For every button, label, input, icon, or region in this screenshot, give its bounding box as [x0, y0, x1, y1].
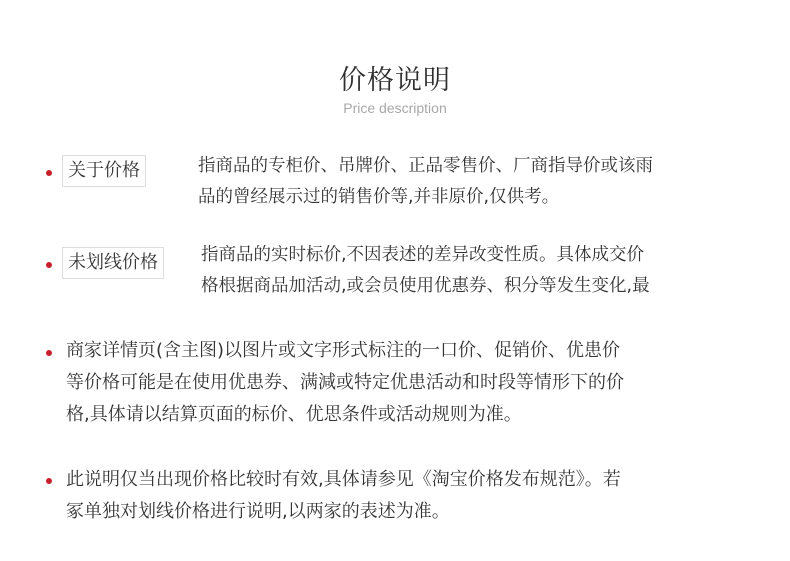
bullet-dot [46, 478, 52, 484]
paragraph-detail-page-price [66, 335, 624, 431]
description-unlined-price [201, 240, 650, 302]
tag-unlined-price: 未划线价格 [62, 247, 164, 279]
paragraph-line: 格,具体请以结算页面的标价、优思条件或活动规则为准。 [66, 404, 522, 425]
description-line: 格根据商品加活动,或会员使用优惠券、积分等发生变化,最 [201, 276, 650, 296]
tag-about-price: 关于价格 [62, 155, 146, 187]
bullet-dot [46, 170, 52, 176]
paragraph-line: 等价格可能是在使用优患券、满減或特定优患活动和时段等情形下的价 [66, 372, 624, 393]
bullet-dot [46, 350, 52, 356]
description-line: 品的曾经展示过的销售价等,并非原价,仅供考。 [198, 187, 560, 207]
description-line: 指商品的实时标价,不因表述的差异改变性质。具体成交价 [201, 245, 645, 265]
page-title: 价格说明 [339, 65, 451, 96]
bullet-dot [46, 262, 52, 268]
paragraph-line: 此说明仅当出现价格比较时有效,具体请参见《淘宝价格发布规范》。若 [66, 469, 621, 490]
paragraph-line: 商家详情页(含主图)以图片或文字形式标注的一口价、促销价、优患价 [66, 340, 621, 361]
page-subtitle: Price description [343, 100, 447, 116]
paragraph-price-comparison [66, 464, 621, 528]
paragraph-line: 冢单独对划线价格进行说明,以两家的表述为准。 [66, 501, 450, 522]
description-about-price [198, 151, 653, 213]
description-line: 指商品的专柜价、吊牌价、正品零售价、厂商指导价或该雨 [198, 156, 653, 176]
